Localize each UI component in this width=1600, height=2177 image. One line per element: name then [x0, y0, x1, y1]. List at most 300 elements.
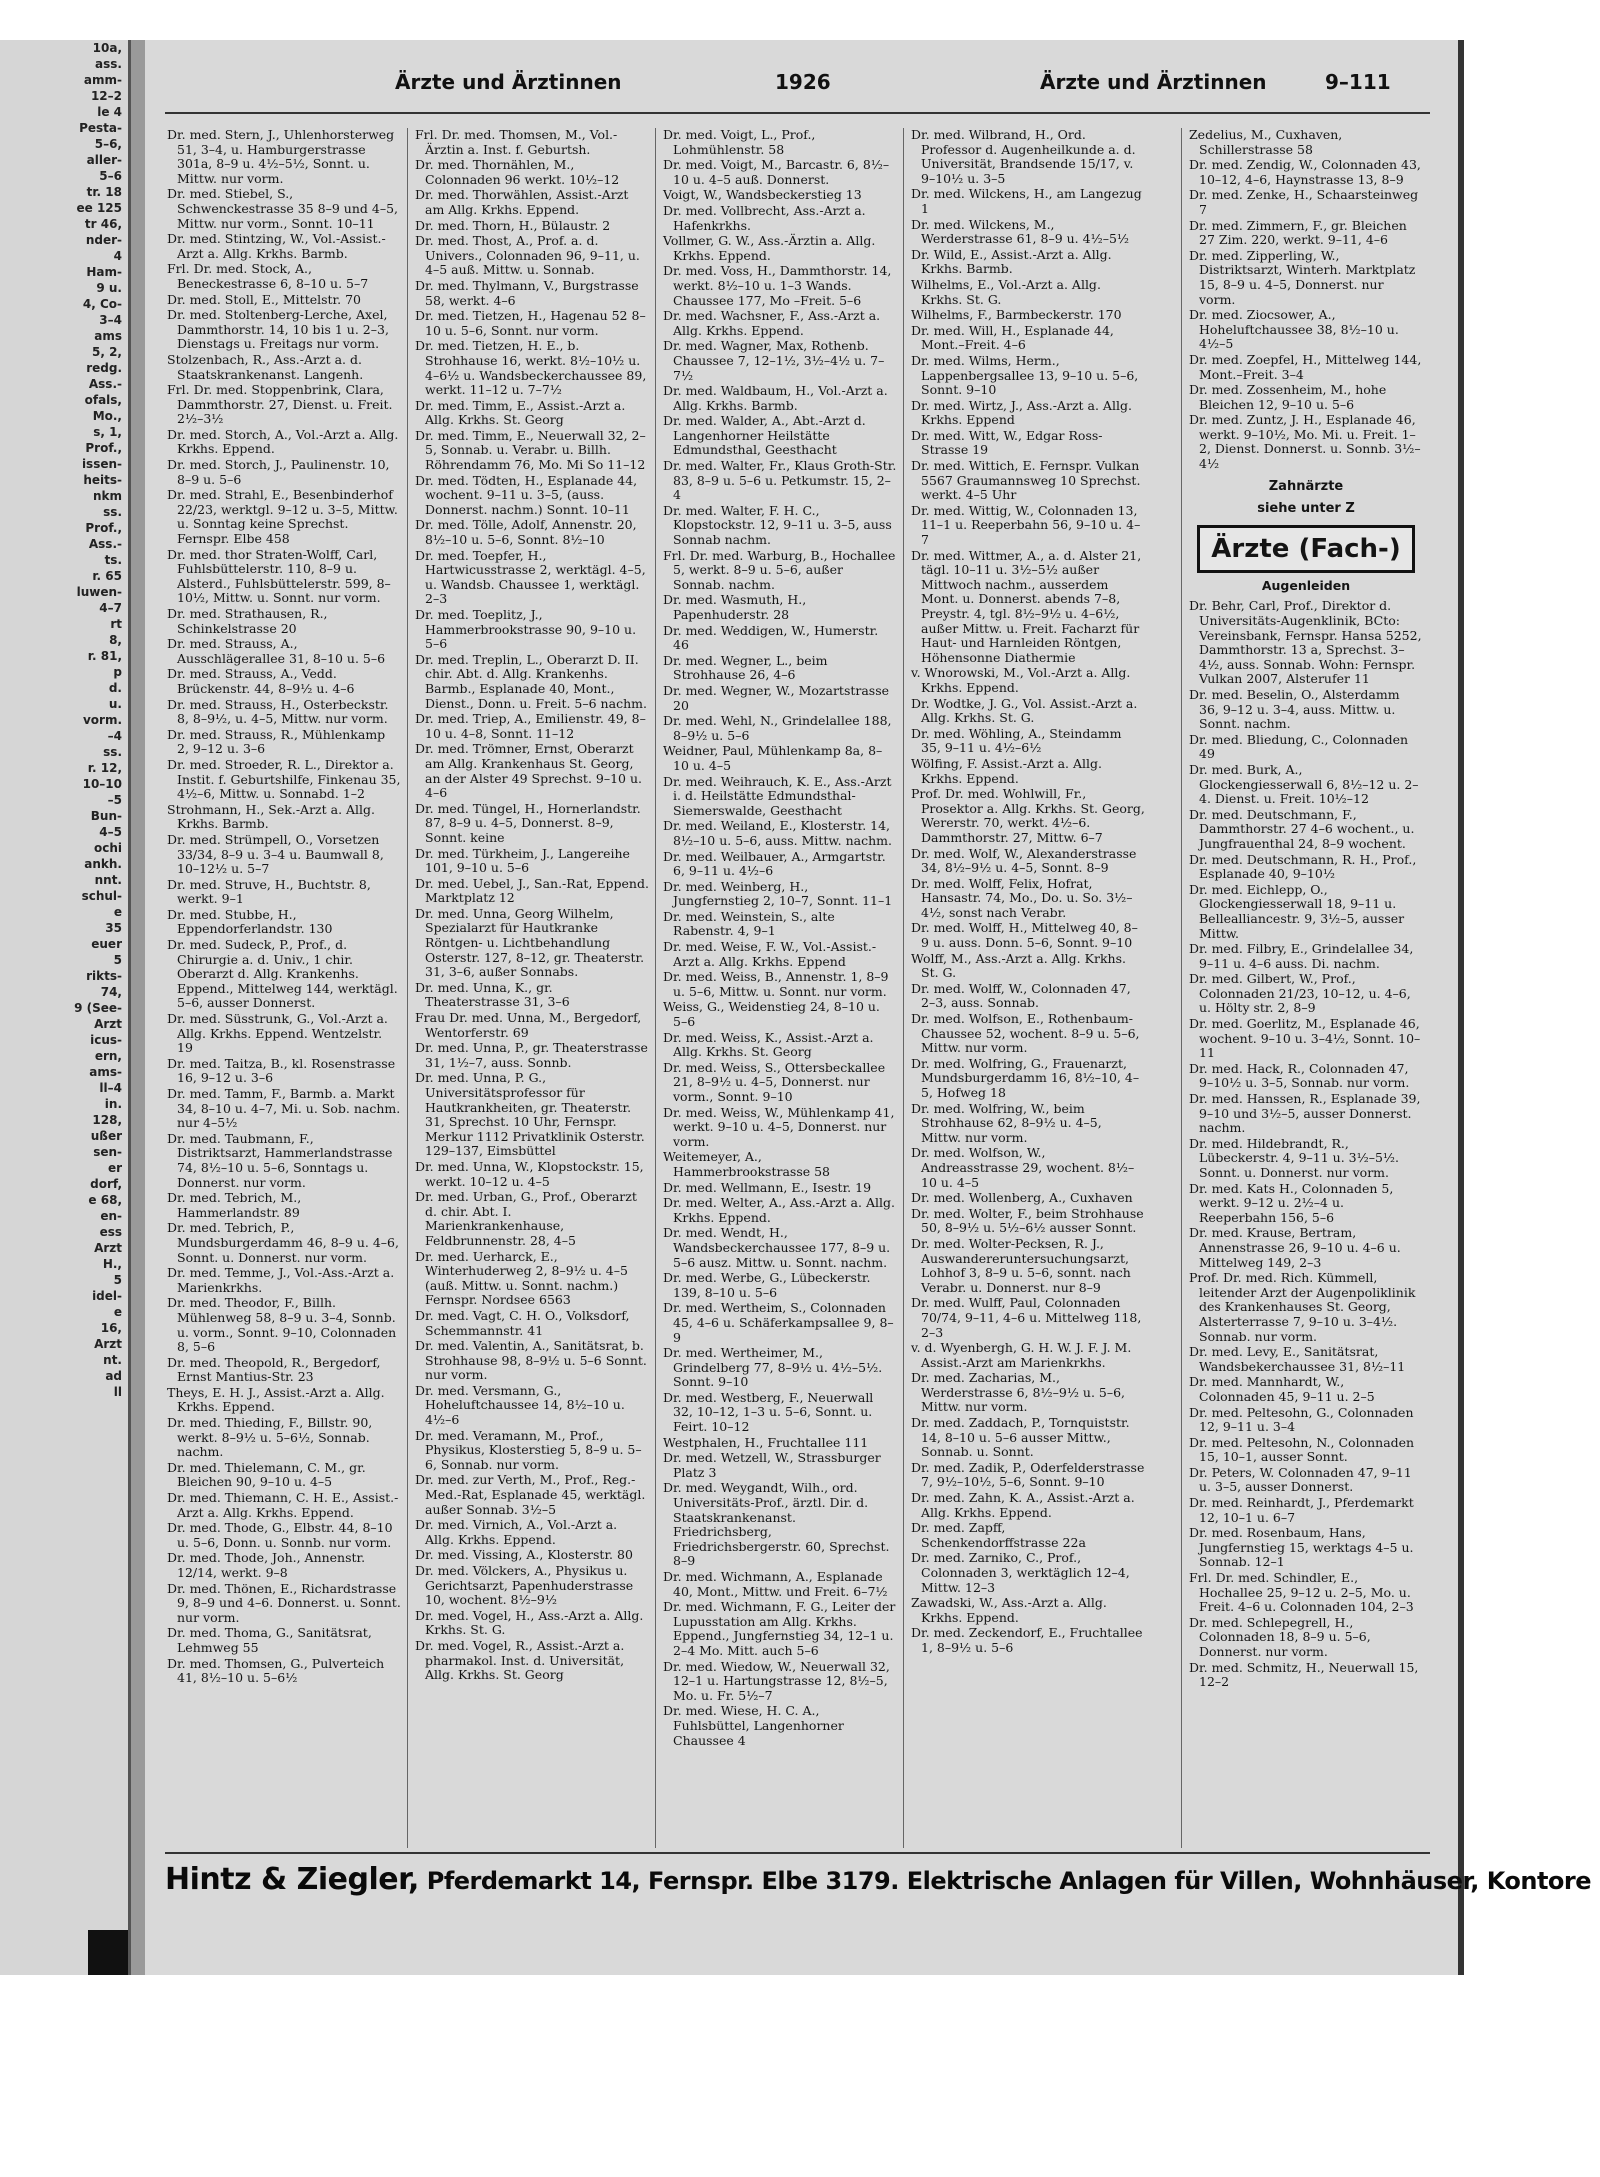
edge-fragment: ee 125 [76, 201, 122, 215]
directory-entry: Dr. med. Hack, R., Colonnaden 47, 9–10½ u. 3–5, Sonnab. nur vorm. [1189, 1060, 1410, 1091]
directory-entry: Dr. med. Tüngel, H., Hornerlandstr. 87, 8–9 u. 4–5, Donnerst. 8–9, Sonnt. keine [415, 800, 641, 845]
column-divider [655, 128, 656, 1848]
edge-fragment: p [113, 665, 122, 679]
edge-fragment: Prof., [85, 521, 122, 535]
directory-entry: Dr. med. Tamm, F., Barmb. a. Markt 34, 8–10 u. 4–7, Mi. u. Sob. nachm. nur 4–5½ [167, 1086, 401, 1131]
directory-entry: Dr. med. Weihrauch, K. E., Ass.-Arzt i. d. Heilstätte Edmundsthal-Siemerswalde, Geesthacht [663, 773, 892, 818]
edge-fragment: ußer [90, 1129, 122, 1143]
directory-entry: Dr. med. Zahn, K. A., Assist.-Arzt a. Allg. Krkhs. Eppend. [911, 1490, 1135, 1520]
edge-fragment: ss. [103, 505, 122, 519]
directory-entry: Dr. med. Wilckens, H., am Langezug 1 [911, 186, 1142, 216]
edge-fragment: amm- [83, 73, 122, 87]
directory-entry: Zawadski, W., Ass.-Arzt a. Allg. Krkhs. Eppend. [911, 1595, 1107, 1625]
advertiser-name: Hintz & Ziegler, [165, 1862, 419, 1897]
directory-entry: Dr. med. Thode, G., Elbstr. 44, 8–10 u. 5–6, Donn. u. Sonnb. nur vorm. [167, 1520, 393, 1550]
edge-fragment: ts. [104, 553, 122, 567]
directory-entry: Dr. med. Theodor, F., Billh. Mühlenweg 58, 8–9 u. 3–4, Sonnb. u. vorm., Sonnt. 9–10, Colonnaden 8, 5–6 [167, 1295, 397, 1355]
directory-entry: Dr. med. Thieding, F., Billstr. 90, werkt. 8–9½ u. 5–6½, Sonnab. nachm. [167, 1415, 373, 1460]
directory-entry: Dr. med. Wilbrand, H., Ord. Professor d. Augenheilkunde a. d. Universität, Brandsende 15/17, v. 9–10½ u. 3–5 [911, 127, 1136, 186]
directory-entry: Frl. Dr. med. Thomsen, M., Vol.-Ärztin a. Inst. f. Geburtsh. [415, 127, 618, 157]
directory-entry: Frl. Dr. med. Stock, A., Beneckestrasse 6, 8–10 u. 5–7 [167, 261, 369, 291]
directory-entry: Dr. med. Filbry, E., Grindelallee 34, 9–11 u. 4–6 auss. Di. nachm. [1189, 941, 1414, 971]
directory-entry: Dr. med. Ziocsower, A., Hoheluftchaussee 38, 8½–10 u. 4½–5 [1189, 307, 1399, 352]
directory-entry: Dr. med. Deutschmann, R. H., Prof., Esplanade 40, 9–10½ [1189, 851, 1417, 882]
directory-entry: Dr. med. Zimmern, F., gr. Bleichen 27 Zim. 220, werkt. 9–11, 4–6 [1189, 217, 1407, 248]
edge-fragment: nt. [103, 1353, 122, 1367]
edge-fragment: Prof., [85, 441, 122, 455]
edge-fragment: er [107, 1161, 122, 1175]
directory-entry: Dr. med. Stroeder, R. L., Direktor a. Instit. f. Geburtshilfe, Finkenau 35, 4½–6, Mittw. u. Sonnabd. 1–2 [167, 756, 401, 802]
directory-entry: Dr. med. Eichlepp, O., Glockengiesserwall 18, 9–11 u. Bellealliancestr. 9, 3½–5, ausser Mittw. [1189, 881, 1405, 941]
directory-entry: Dr. med. Wichmann, F. G., Leiter der Lupusstation am Allg. Krkhs. Eppend., Jungfernstieg 34, 12–1 u. 2–4 Mo. Mitt. auch 5–6 [663, 1599, 896, 1658]
directory-entry: Dr. med. Strauss, A., Vedd. Brückenstr. 44, 8–9½ u. 4–6 [167, 666, 355, 696]
directory-entry: Dr. med. Timm, E., Neuerwall 32, 2–5, Sonnab. u. Verabr. u. Billh. Röhrendamm 76, Mo. Mi So 11–12 [415, 427, 646, 473]
directory-entry: Dr. med. Völckers, A., Physikus u. Gerichtsarzt, Papenhuderstrasse 10, wochent. 8½–9½ [415, 1563, 634, 1608]
edge-fragment: 12–2 [90, 89, 122, 103]
header-left: Ärzte und Ärztinnen [395, 70, 622, 94]
directory-entry: Dr. med. Unna, P., gr. Theaterstrasse 31, 1½–7, auss. Sonnb. [415, 1040, 648, 1070]
directory-entry: Dr. med. Thornählen, M., Colonnaden 96 werkt. 10½–12 [415, 157, 620, 187]
directory-entry: Dr. med. Vollbrecht, Ass.-Arzt a. Hafenkrkhs. [663, 202, 866, 233]
edge-fragment: rt [110, 617, 122, 631]
directory-entry: Dr. med. Türkheim, J., Langereihe 101, 9–10 u. 5–6 [415, 845, 630, 876]
directory-entry: Dr. med. Wertheimer, M., Grindelberg 77, 8–9½ u. 4½–5½. Sonnt. 9–10 [663, 1345, 883, 1390]
directory-entry: Frau Dr. med. Unna, M., Bergedorf, Wentorferstr. 69 [415, 1010, 642, 1040]
edge-fragment: luwen- [76, 585, 122, 599]
advertisement-text: Pferdemarkt 14, Fernspr. Elbe 3179. Elektrische Anlagen für Villen, Wohnhäuser, Kontore [418, 1867, 1592, 1895]
directory-entry: Dr. med. Weiss, B., Annenstr. 1, 8–9 u. 5–6, Mittw. u. Sonnt. nur vorm. [663, 969, 889, 999]
directory-entry: Dr. med. Uerharck, E., Winterhuderweg 2, 8–9½ u. 4–5 (auß. Mittw. u. Sonnt. nachm.) Fernspr. Nordsee 6563 [415, 1248, 628, 1308]
edge-fragment: 10–10 [82, 777, 122, 791]
edge-fragment: 4 [113, 249, 122, 263]
directory-entry: Frl. Dr. med. Warburg, B., Hochallee 5, werkt. 8–9 u. 5–6, außer Sonnab. nachm. [663, 547, 896, 592]
section-heading: Ärzte (Fach-) [1197, 525, 1415, 573]
edge-fragment: Pesta- [79, 121, 122, 135]
directory-entry: Dr. med. Wittmer, A., a. d. Alster 21, tägl. 10–11 u. 3½–5½ außer Mittwoch nachm., ausserdem Mont. u. Donnerst. abends 7–8, Preystr. 4, tgl. 8½–9½ u. 4–6½, außer Mittw. u. Freit. Facharzt für Haut- und Harnleiden Röntgen, Höhensonne Diathermie [911, 547, 1142, 665]
edge-fragment: Arzt [94, 1337, 122, 1351]
directory-entry: Frl. Dr. med. Stoppenbrink, Clara, Dammthorstr. 27, Dienst. u. Freit. 2½–3½ [167, 382, 393, 427]
directory-entry: Dr. med. Toepfer, H., Hartwicusstrasse 2, werktägl. 4–5, u. Wandsb. Chaussee 1, werktägl. 2–3 [415, 547, 646, 607]
edge-fragment: 5–6, [94, 137, 122, 151]
directory-entry: Dr. med. Tebrich, M., Hammerlandstr. 89 [167, 1190, 302, 1220]
directory-entry: Dr. med. Thielemann, C. M., gr. Bleichen 90, 9–10 u. 4–5 [167, 1459, 366, 1490]
directory-entry: Dr. med. Strümpell, O., Vorsetzen 33/34, 8–9 u. 3–4 u. Baumwall 8, 10–12½ u. 5–7 [167, 831, 384, 877]
directory-entry: Dr. med. Weilbauer, A., Armgartstr. 6, 9–11 u. 4½–6 [663, 848, 886, 879]
directory-entry: Dr. med. Walter, Fr., Klaus Groth-Str. 83, 8–9 u. 5–6 u. Petkumstr. 15, 2–4 [663, 458, 897, 503]
directory-entry: Dr. med. Thoma, G., Sanitätsrat, Lehmweg 55 [167, 1625, 372, 1655]
edge-fragment: Ham- [86, 265, 122, 279]
scanned-page [0, 40, 1592, 1975]
edge-fragment: dorf, [90, 1177, 122, 1191]
directory-entry: Dr. med. Zossenheim, M., hohe Bleichen 12, 9–10 u. 5–6 [1189, 382, 1387, 412]
page-number: 9–111 [1325, 70, 1391, 94]
directory-entry: Westphalen, H., Fruchtallee 111 [663, 1434, 869, 1450]
directory-entry: Dr. med. Waldbaum, H., Vol.-Arzt a. Allg. Krkhs. Barmb. [663, 383, 888, 413]
directory-entry: Dr. med. Taubmann, F., Distriktsarzt, Hammerlandstrasse 74, 8½–10 u. 5–6, Sonntags u. Donnerst. nur vorm. [167, 1130, 393, 1190]
directory-entry: Dr. med. Vagt, C. H. O., Volksdorf, Schemmannstr. 41 [415, 1307, 630, 1338]
directory-entry: Dr. med. Tietzen, H., Hagenau 52 8–10 u. 5–6, Sonnt. nur vorm. [415, 308, 646, 338]
directory-entry: Dr. med. Rosenbaum, Hans, Jungfernstieg 15, werktags 4–5 u. Sonnab. 12–1 [1189, 1525, 1414, 1570]
subsection-heading: Augenleiden [1261, 577, 1351, 593]
directory-entry: Frl. Dr. med. Schindler, E., Hochallee 25, 9–12 u. 2–5, Mo. u. Freit. 4–6 u. Colonnaden 104, 2–3 [1189, 1570, 1414, 1615]
directory-entry: Dr. med. Vogel, R., Assist.-Arzt a. pharmakol. Inst. d. Universität, Allg. Krkhs. St. Georg [415, 1637, 625, 1683]
directory-entry: Dr. med. Wolfson, W., Andreasstrasse 29, wochent. 8½–10 u. 4–5 [911, 1145, 1135, 1190]
directory-entry: Dr. med. Peltesohn, G., Colonnaden 12, 9–11 u. 3–4 [1189, 1404, 1414, 1435]
edge-fragment: 16, [100, 1321, 122, 1335]
directory-entry: Dr. med. Weygandt, Wilh., ord. Universitäts-Prof., ärztl. Dir. d. Staatskrankenanst. Friedrichsberg, Friedrichsbergerstr. 60, Sprechst. 8–9 [663, 1480, 890, 1569]
edge-fragment: redg. [86, 361, 122, 375]
edge-fragment: euer [91, 937, 122, 951]
edge-fragment: nnt. [94, 873, 122, 887]
directory-entry: Dr. med. Zoepfel, H., Mittelweg 144, Mont.–Freit. 3–4 [1189, 351, 1422, 382]
directory-entry: Dr. med. Wellmann, E., Isestr. 19 [663, 1179, 872, 1195]
column-divider [407, 128, 408, 1848]
edge-fragment: –4 [107, 729, 122, 743]
edge-fragment: ams- [89, 1065, 122, 1079]
directory-entry: Dr. med. Stoltenberg-Lerche, Axel, Dammthorstr. 14, 10 bis 1 u. 2–3, Dienstags u. Freitags nur vorm. [167, 307, 389, 352]
column-5 [1189, 128, 1423, 1848]
directory-entry: Dr. med. Wolff, W., Colonnaden 47, 2–3, auss. Sonnab. [911, 980, 1131, 1011]
header-rule [165, 112, 1430, 114]
edge-fragment: 5, 2, [92, 345, 122, 359]
directory-entry: Dr. med. Weinstein, S., alte Rabenstr. 4, 9–1 [663, 908, 835, 939]
edge-fragment: 3–4 [99, 313, 122, 327]
directory-entry: Dr. med. Storch, J., Paulinenstr. 10, 8–9 u. 5–6 [167, 457, 390, 487]
directory-entry: Weitemeyer, A., Hammerbrookstrasse 58 [663, 1149, 831, 1179]
directory-entry: Wölfing, F. Assist.-Arzt a. Allg. Krkhs. Eppend. [911, 755, 1103, 786]
directory-entry: Prof. Dr. med. Wohlwill, Fr., Prosektor a. Allg. Krkhs. St. Georg, Wererstr. 70, werkt. 4½–6. Dammthorstr. 27, Mittw. 6–7 [911, 786, 1145, 845]
directory-entry: Dr. med. Weinberg, H., Jungfernstieg 2, 10–7, Sonnt. 11–1 [663, 878, 893, 909]
directory-entry: Dr. med. Westberg, F., Neuerwall 32, 10–12, 1–3 u. 5–6, Sonnt. u. Feirt. 10–12 [663, 1389, 874, 1435]
directory-entry: Dr. med. Wichmann, A., Esplanade 40, Mont., Mittw. und Freit. 6–7½ [663, 1569, 888, 1599]
edge-fragment: H., [102, 1257, 122, 1271]
directory-entry: Dr. med. Stintzing, W., Vol.-Assist.-Arzt a. Allg. Krkhs. Barmb. [167, 231, 386, 261]
directory-entry: Wilhelms, E., Vol.-Arzt a. Allg. Krkhs. St. G. [911, 276, 1101, 307]
directory-entry: Dr. Wild, E., Assist.-Arzt a. Allg. Krkhs. Barmb. [911, 246, 1112, 277]
column-3 [663, 128, 897, 1848]
directory-entry: Dr. med. Burk, A., Glockengiesserwall 6, 8½–12 u. 2–4. Dienst. u. Freit. 10½–12 [1189, 761, 1419, 807]
edge-fragment: ankh. [84, 857, 122, 871]
directory-entry: Dr. med. Zuntz, J. H., Esplanade 46, werkt. 9–10½, Mo. Mi. u. Freit. 1–2, Dienst. Donnerst. u. Sonnb. 3½–4½ [1189, 412, 1421, 472]
edge-fragment: tr. 18 [86, 185, 122, 199]
directory-entry: Dr. med. Wollenberg, A., Cuxhaven [911, 1190, 1133, 1206]
directory-entry: Dr. med. Tölle, Adolf, Annenstr. 20, 8½–10 u. 5–6, Sonnt. 8½–10 [415, 517, 637, 548]
edge-fragment: le 4 [97, 105, 122, 119]
directory-entry: Dr. med. Thomsen, G., Pulverteich 41, 8½–10 u. 5–6½ [167, 1655, 385, 1686]
edge-fragment: ass. [95, 57, 122, 71]
directory-entry: Dr. med. Thiemann, C. H. E., Assist.-Arzt a. Allg. Krkhs. Eppend. [167, 1490, 399, 1520]
directory-entry: Dr. med. Witt, W., Edgar Ross-Strasse 19 [911, 427, 1103, 458]
edge-fragment: 8, [109, 633, 122, 647]
directory-entry: Dr. med. Wöhling, A., Steindamm 35, 9–11 u. 4½–6½ [911, 725, 1122, 756]
edge-fragment: ll [113, 1385, 122, 1399]
edge-fragment: nder- [85, 233, 122, 247]
directory-entry: Dr. med. Will, H., Esplanade 44, Mont.–Freit. 4–6 [911, 322, 1114, 353]
edge-fragment: ess [99, 1225, 122, 1239]
column-2 [415, 128, 649, 1848]
directory-entry: Dr. med. Zapff, Schenkendorffstrasse 22a [911, 1520, 1086, 1550]
directory-entry: Dr. med. Tebrich, P., Mundsburgerdamm 46, 8–9 u. 4–6, Sonnt. u. Donnerst. nur vorm. [167, 1220, 399, 1265]
directory-entry: Dr. med. Wasmuth, H., Papenhuderstr. 28 [663, 592, 807, 622]
directory-entry: Dr. med. Thost, A., Prof. a. d. Univers., Colonnaden 96, 9–11, u. 4–5 auß. Mittw. u. Sonnab. [415, 233, 640, 278]
directory-entry: Theys, E. H. J., Assist.-Arzt a. Allg. Krkhs. Eppend. [167, 1384, 385, 1415]
directory-entry: Dr. med. Theopold, R., Bergedorf, Ernst Mantius-Str. 23 [167, 1354, 381, 1385]
edge-fragment: e [113, 905, 122, 919]
directory-entry: Dr. med. Thylmann, V., Burgstrasse 58, werkt. 4–6 [415, 277, 639, 308]
directory-entry: Dr. med. Wittig, W., Colonnaden 13, 11–1 u. Reeperbahn 56, 9–10 u. 4–7 [911, 502, 1141, 548]
directory-entry: Dr. med. Thorwählen, Assist.-Arzt am Allg. Krkhs. Eppend. [415, 187, 629, 217]
directory-entry: Dr. med. Goerlitz, M., Esplanade 46, wochent. 9–10 u. 3–4½, Sonnt. 10–11 [1189, 1016, 1421, 1061]
directory-entry: Dr. med. Sudeck, P., Prof., d. Chirurgie a. d. Univ., 1 chir. Oberarzt d. Allg. Krankenhs. Eppend., Mittelweg 144, werktägl. 5–6, ausser Donnerst. [167, 937, 398, 1011]
directory-entry: Dr. Wodtke, J. G., Vol. Assist.-Arzt a. Allg. Krkhs. St. G. [911, 695, 1138, 726]
directory-entry: Dr. med. Wirtz, J., Ass.-Arzt a. Allg. Krkhs. Eppend [911, 397, 1132, 428]
edge-fragment: ams [94, 329, 122, 343]
directory-entry: Dr. med. Thode, Joh., Annenstr. 12/14, werkt. 9–8 [167, 1550, 366, 1580]
edge-fragment: Bun- [90, 809, 122, 823]
column-4 [911, 128, 1145, 1848]
directory-entry: Strohmann, H., Sek.-Arzt a. Allg. Krkhs. Barmb. [167, 801, 376, 832]
directory-entry: Wolff, M., Ass.-Arzt a. Allg. Krkhs. St. G. [911, 950, 1126, 981]
section-note: Zahnärzte [1268, 478, 1344, 494]
directory-entry: Dr. med. Wolff, H., Mittelweg 40, 8–9 u. auss. Donn. 5–6, Sonnt. 9–10 [911, 920, 1138, 951]
edge-fragment: u. [108, 697, 122, 711]
directory-entry: Dr. med. Treplin, L., Oberarzt D. II. chir. Abt. d. Allg. Krankenhs. Barmb., Esplanade 40, Mont., Dienst., Donn. u. Freit. 5–6 nachm. [415, 651, 647, 711]
directory-entry: Dr. med. Wilms, Herm., Lappenbergsallee 13, 9–10 u. 5–6, Sonnt. 9–10 [911, 352, 1139, 398]
directory-entry: Dr. med. Weddigen, W., Humerstr. 46 [663, 622, 879, 653]
column-1 [167, 128, 401, 1848]
directory-entry: v. d. Wyenbergh, G. H. W. J. F. J. M. Assist.-Arzt am Marienkrkhs. [911, 1340, 1132, 1370]
directory-entry: Dr. med. Wulff, Paul, Colonnaden 70/74, 9–11, 4–6 u. Mittelweg 118, 2–3 [911, 1295, 1142, 1340]
edge-fragment: idel- [92, 1289, 122, 1303]
directory-entry: Weiss, G., Weidenstieg 24, 8–10 u. 5–6 [663, 999, 880, 1030]
directory-entry: Dr. med. Zaddach, P., Tornquiststr. 14, 8–10 u. 5–6 ausser Mittw., Sonnab. u. Sonnt. [911, 1415, 1130, 1460]
edge-fragment: Arzt [94, 1017, 122, 1031]
directory-entry: Dr. med. Wegner, W., Mozartstrasse 20 [663, 682, 890, 713]
edge-fragment: r. 65 [92, 569, 122, 583]
edge-fragment: 9 (See- [74, 1001, 122, 1015]
directory-entry: Dr. med. Unna, W., Klopstockstr. 15, werkt. 10–12 u. 4–5 [415, 1158, 644, 1189]
directory-entry: Dr. med. Unna, P. G., Universitätsprofessor für Hautkrankheiten, gr. Theaterstr. 31, Sprechst. 10 Uhr, Fernspr. Merkur 1112 Privatklinik Osterstr. 129–137, Eimsbüttel [415, 1070, 645, 1159]
directory-entry: Dr. med. Weise, F. W., Vol.-Assist.-Arzt a. Allg. Krkhs. Eppend [663, 939, 877, 969]
directory-entry: Dr. med. Wiese, H. C. A., Fuhlsbüttel, Langenhorner Chaussee 4 [663, 1703, 844, 1748]
directory-entry: Dr. med. Süsstrunk, G., Vol.-Arzt a. Allg. Krkhs. Eppend. Wentzelstr. 19 [167, 1011, 388, 1056]
edge-fragment: r. 12, [87, 761, 122, 775]
directory-entry: Dr. med. Urban, G., Prof., Oberarzt d. chir. Abt. I. Marienkrankenhause, Feldbrunnenstr. 28, 4–5 [415, 1189, 637, 1248]
directory-entry: Dr. med. Wolff, Felix, Hofrat, Hansastr. 74, Mo., Do. u. So. 3½–4½, sonst nach Verabr. [911, 875, 1133, 920]
section-note: siehe unter Z [1257, 501, 1355, 517]
directory-entry: v. Wnorowski, M., Vol.-Arzt a. Allg. Krkhs. Eppend. [911, 665, 1131, 695]
header-right: Ärzte und Ärztinnen [1040, 70, 1267, 94]
directory-entry: Dr. med. Schmitz, H., Neuerwall 15, 12–2 [1189, 1659, 1419, 1690]
directory-entry: Dr. med. Versmann, G., Hoheluftchaussee 14, 8½–10 u. 4½–6 [415, 1382, 625, 1428]
edge-fragment: 10a, [92, 41, 122, 55]
directory-entry: Dr. med. Struve, H., Buchtstr. 8, werkt. 9–1 [167, 876, 371, 907]
edge-fragment: in. [104, 1097, 122, 1111]
edge-fragment: tr 46, [84, 217, 122, 231]
directory-entry: Voigt, W., Wandsbeckerstieg 13 [663, 187, 862, 203]
edge-fragment: nkm [92, 489, 122, 503]
edge-fragment: aller- [86, 153, 122, 167]
directory-entry: Dr. med. Wolter, F., beim Strohhause 50, 8–9½ u. 5½–6½ ausser Sonnt. [911, 1205, 1144, 1236]
directory-entry: Dr. med. thor Straten-Wolff, Carl, Fuhlsbüttelerstr. 110, 8–9 u. Alsterd., Fuhlsbüttelerstr. 599, 8–10½, Mittw. u. Sonnt. nur vorm. [167, 546, 391, 606]
directory-entry: Dr. med. Walder, A., Abt.-Arzt d. Langenhorner Heilstätte Edmundsthal, Geesthacht [663, 413, 866, 458]
edge-fragment: e 68, [88, 1193, 122, 1207]
directory-entry: Dr. med. Stern, J., Uhlenhorsterweg 51, 3–4, u. Hamburgerstrasse 301a, 8–9 u. 4½–5½, Sonnt. u. Mittw. nur vorm. [167, 127, 395, 186]
edge-fragment: ern, [94, 1049, 122, 1063]
directory-entry: Dr. med. Zenke, H., Schaarsteinweg 7 [1189, 187, 1419, 217]
directory-entry: Weidner, Paul, Mühlenkamp 8a, 8–10 u. 4–5 [663, 743, 883, 773]
edge-fragment: 5 [113, 1273, 122, 1287]
directory-entry: Dr. med. Wolfson, E., Rothenbaum-Chaussee 52, wochent. 8–9 u. 5–6, Mittw. nur vorm. [911, 1011, 1140, 1056]
directory-entry: Dr. med. Timm, E., Assist.-Arzt a. Allg. Krkhs. St. Georg [415, 397, 626, 428]
directory-entry: Dr. med. Unna, K., gr. Theaterstrasse 31, 3–6 [415, 979, 570, 1010]
directory-entry: Dr. Behr, Carl, Prof., Direktor d. Universitäts-Augenklinik, BCto: Vereinsbank, Fernspr. Hansa 5252, Dammthorstr. 13 a, Sprechst. 3–4½, auss. Sonnab. Wohn: Fernspr. Vulkan 2007, Alsterufer 11 [1189, 598, 1422, 687]
directory-entry: Dr. med. Peltesohn, N., Colonnaden 15, 10–1, ausser Sonnt. [1189, 1434, 1415, 1465]
directory-entry: Dr. med. Tödten, H., Esplanade 44, wochent. 9–11 u. 3–5, (auss. Donnerst. nachm.) Sonnt. 10–11 [415, 472, 638, 517]
header-year: 1926 [775, 70, 831, 94]
directory-entry: Dr. med. Kats H., Colonnaden 5, werkt. 9–12 u. 2½–4 u. Reeperbahn 156, 5–6 [1189, 1180, 1394, 1225]
edge-fragment: heits- [83, 473, 122, 487]
directory-entry: Dr. med. Zipperling, W., Distriktsarzt, Winterh. Marktplatz 15, 8–9 u. 4–5, Donnerst. nur vorm. [1189, 247, 1416, 307]
directory-entry: Dr. med. Vogel, H., Ass.-Arzt a. Allg. Krkhs. St. G. [415, 1607, 644, 1638]
directory-entry: Dr. med. Stubbe, H., Eppendorferlandstr. 130 [167, 906, 333, 937]
edge-fragment: 4–5 [99, 825, 122, 839]
edge-fragment: 9 u. [96, 281, 122, 295]
directory-entry: Dr. med. Mannhardt, W., Colonnaden 45, 9–11 u. 2–5 [1189, 1374, 1375, 1404]
edge-fragment: e [113, 1305, 122, 1319]
edge-fragment: issen- [81, 457, 122, 471]
binding-gutter [131, 40, 145, 1975]
edge-fragment: 128, [92, 1113, 122, 1127]
directory-entry: Dr. med. Wolf, W., Alexanderstrasse 34, 8½–9½ u. 4–5, Sonnt. 8–9 [911, 845, 1137, 876]
directory-entry: Dr. med. Thorn, H., Bülaustr. 2 [415, 217, 611, 233]
directory-entry: Dr. med. Strathausen, R., Schinkelstrasse 20 [167, 606, 328, 636]
edge-fragment: ll–4 [99, 1081, 122, 1095]
edge-fragment: rikts- [86, 969, 122, 983]
directory-entry: Dr. med. Trömner, Ernst, Oberarzt am Allg. Krankenhaus St. Georg, an der Alster 49 Sprechst. 9–10 u. 4–6 [415, 741, 642, 801]
directory-entry: Dr. med. Wilckens, M., Werderstrasse 61, 8–9 u. 4½–5½ [911, 216, 1130, 247]
directory-entry: Dr. med. Wertheim, S., Colonnaden 45, 4–6 u. Schäferkampsallee 9, 8–9 [663, 1300, 894, 1345]
edge-fragment: sen- [93, 1145, 122, 1159]
directory-entry: Dr. med. Gilbert, W., Prof., Colonnaden 21/23, 10–12, u. 4–6, u. Hölty str. 2, 8–9 [1189, 971, 1411, 1016]
directory-entry: Dr. med. Hanssen, R., Esplanade 39, 9–10 und 3½–5, ausser Donnerst. nachm. [1189, 1091, 1421, 1136]
directory-entry: Dr. med. Wendt, H., Wandsbeckerchaussee 177, 8–9 u. 5–6 ausz. Mittw. u. Sonnt. nachm. [663, 1225, 891, 1270]
directory-entry: Stolzenbach, R., Ass.-Arzt a. d. Staatskrankenanst. Langenh. [167, 351, 364, 382]
edge-fragment: Mo., [92, 409, 122, 423]
directory-entry: Dr. med. Tietzen, H. E., b. Strohhause 16, werkt. 8½–10½ u. 4–6½ u. Wandsbeckerchaussee 89, werkt. 11–12 u. 7–7½ [415, 338, 647, 398]
directory-entry: Dr. med. Wehl, N., Grindelallee 188, 8–9½ u. 5–6 [663, 713, 892, 743]
directory-entry: Dr. med. Wegner, L., beim Strohhause 26, 4–6 [663, 652, 828, 683]
edge-fragment: schul- [81, 889, 122, 903]
edge-fragment: ofals, [84, 393, 122, 407]
directory-entry: Prof. Dr. med. Rich. Kümmell, leitender Arzt der Augenpoliklinik des Krankenhauses St. Georg, Alsterterrasse 7, 9–10 u. 3–4½. Sonnab. nur vorm. [1189, 1270, 1416, 1344]
directory-entry: Dr. med. Uebel, J., San.-Rat, Eppend. Marktplatz 12 [415, 875, 649, 906]
directory-entry: Dr. med. Veramann, M., Prof., Physikus, Klosterstieg 5, 8–9 u. 5–6, Sonnab. nur vorm. [415, 1427, 642, 1472]
edge-fragment: ss. [103, 745, 122, 759]
edge-fragment: 74, [100, 985, 122, 999]
directory-entry: Dr. med. Krause, Bertram, Annenstrasse 26, 9–10 u. 4–6 u. Mittelweg 149, 2–3 [1189, 1225, 1401, 1270]
column-divider [903, 128, 904, 1848]
directory-entry: Dr. med. Zadik, P., Oderfelderstrasse 7, 9½–10½, 5–6, Sonnt. 9–10 [911, 1459, 1145, 1490]
previous-page-edge [0, 40, 131, 1975]
directory-entry: Zedelius, M., Cuxhaven, Schillerstrasse 58 [1189, 127, 1343, 157]
directory-entry: Dr. med. Zeckendorf, E., Fruchtallee 1, 8–9½ u. 5–6 [911, 1625, 1143, 1655]
directory-entry: Dr. med. Unna, Georg Wilhelm, Spezialarzt für Hautkranke Röntgen- u. Lichtbehandlung Osterstr. 127, 8–12, gr. Theaterstr. 31, 3–6, außer Sonnabs. [415, 905, 645, 980]
directory-entry: Vollmer, G. W., Ass.-Ärztin a. Allg. Krkhs. Eppend. [663, 233, 876, 263]
directory-entry: Dr. med. Stiebel, S., Schwenckestrasse 35 8–9 und 4–5, Mittw. nur vorm., Sonnt. 10–11 [167, 186, 399, 231]
directory-entry: Dr. med. Toeplitz, J., Hammerbrookstrasse 90, 9–10 u. 5–6 [415, 607, 637, 652]
directory-entry: Dr. med. Zendig, W., Colonnaden 43, 10–12, 4–6, Haynstrasse 13, 8–9 [1189, 157, 1421, 187]
directory-entry: Dr. med. Strauss, H., Osterbeckstr. 8, 8–9½, u. 4–5, Mittw. nur vorm. [167, 696, 389, 727]
edge-fragment: –5 [107, 793, 122, 807]
directory-entry: Dr. med. Storch, A., Vol.-Arzt a. Allg. Krkhs. Eppend. [167, 426, 399, 457]
directory-entry: Dr. med. Walter, F. H. C., Klopstockstr. 12, 9–11 u. 3–5, auss Sonnab nachm. [663, 502, 892, 548]
directory-entry: Dr. med. Weiss, K., Assist.-Arzt a. Allg. Krkhs. St. Georg [663, 1029, 874, 1060]
directory-entry: Dr. med. Virnich, A., Vol.-Arzt a. Allg. Krkhs. Eppend. [415, 1517, 618, 1547]
edge-fragment: ad [105, 1369, 122, 1383]
directory-entry: Dr. Peters, W. Colonnaden 47, 9–11 u. 3–5, ausser Donnerst. [1189, 1464, 1412, 1495]
binding-tab [88, 1930, 128, 1975]
edge-fragment: d. [108, 681, 122, 695]
directory-entry: Dr. med. Temme, J., Vol.-Ass.-Arzt a. Marienkrkhs. [167, 1265, 395, 1295]
directory-entry: Dr. med. Voss, H., Dammthorstr. 14, werkt. 8½–10 u. 1–3 Wands. Chaussee 177, Mo –Freit. 5–6 [663, 263, 892, 308]
directory-entry: Dr. med. Deutschmann, F., Dammthorstr. 27 4–6 wochent., u. Jungfrauenthal 24, 8–9 wochent. [1189, 806, 1415, 851]
directory-entry: Dr. med. Voigt, M., Barcastr. 6, 8½–10 u. 4–5 auß. Donnerst. [663, 157, 890, 187]
advertisement-banner [165, 1862, 1592, 1902]
edge-fragment: 5–6 [99, 169, 122, 183]
directory-entry: Dr. med. Wolter-Pecksen, R. J., Auswandereruntersuchungsarzt, Lohhof 3, 8–9 u. 5–6, sonnt. nach Verabr. u. Donnerst. nur 8–9 [911, 1235, 1131, 1295]
directory-entry: Dr. med. Weiss, S., Ottersbeckallee 21, 8–9½ u. 4–5, Donnerst. nur vorm., Sonnt. 9–10 [663, 1059, 886, 1104]
edge-fragment: 4–7 [99, 601, 122, 615]
directory-entry: Dr. med. Strauss, R., Mühlenkamp 2, 9–12 u. 3–6 [167, 726, 386, 757]
edge-fragment: r. 81, [87, 649, 122, 663]
directory-entry: Dr. med. Weiss, W., Mühlenkamp 41, werkt. 9–10 u. 4–5, Donnerst. nur vorm. [663, 1104, 895, 1149]
directory-entry: Dr. med. Hildebrandt, R., Lübeckerstr. 4, 9–11 u. 3½–5½. Sonnt. u. Donnerst. nur vorm. [1189, 1135, 1400, 1180]
directory-entry: Wilhelms, F., Barmbeckerstr. 170 [911, 307, 1122, 323]
edge-fragment: 4, Co- [82, 297, 122, 311]
directory-entry: Dr. med. Welter, A., Ass.-Arzt a. Allg. Krkhs. Eppend. [663, 1195, 895, 1225]
column-divider [1181, 128, 1182, 1848]
directory-entry: Dr. med. Thönen, E., Richardstrasse 9, 8–9 und 4–6. Donnerst. u. Sonnt. nur vorm. [167, 1580, 401, 1625]
directory-entry: Dr. med. Zacharias, M., Werderstrasse 6, 8½–9½ u. 5–6, Mittw. nur vorm. [911, 1370, 1126, 1415]
directory-entry: Dr. med. Wittich, E. Fernspr. Vulkan 5567 Graumannsweg 10 Sprechst. werkt. 4–5 Uhr [911, 458, 1141, 503]
edge-fragment: Ass.- [88, 377, 122, 391]
directory-entry: Dr. med. Wachsner, F., Ass.-Arzt a. Allg. Krkhs. Eppend. [663, 308, 881, 338]
directory-entry: Dr. med. Wolfring, G., Frauenarzt, Mundsburgerdamm 16, 8½–10, 4–5, Hofweg 18 [911, 1055, 1140, 1100]
directory-entry: Dr. med. Schlepegrell, H., Colonnaden 18, 8–9 u. 5–6, Donnerst. nur vorm. [1189, 1614, 1371, 1659]
edge-fragment: 35 [105, 921, 122, 935]
directory-entry: Dr. med. Beselin, O., Alsterdamm 36, 9–12 u. 3–4, auss. Mittw. u. Sonnt. nachm. [1189, 687, 1400, 732]
directory-entry: Dr. med. Zarniko, C., Prof., Colonnaden 3, werktäglich 12–4, Mittw. 12–3 [911, 1550, 1130, 1595]
directory-entry: Dr. med. Weiland, E., Klosterstr. 14, 8½–10 u. 5–6, auss. Mittw. nachm. [663, 818, 892, 848]
directory-entry: Dr. med. Triep, A., Emilienstr. 49, 8–10 u. 4–8, Sonnt. 11–12 [415, 711, 646, 741]
edge-fragment: Ass.- [88, 537, 122, 551]
directory-entry: Dr. med. Wiedow, W., Neuerwall 32, 12–1 u. Hartungstrasse 12, 8½–5, Mo. u. Fr. 5½–7 [663, 1658, 890, 1703]
directory-entry: Dr. med. zur Verth, M., Prof., Reg.-Med.-Rat, Esplanade 45, werktägl. außer Sonnab. 3½–5 [415, 1472, 646, 1517]
directory-entry: Dr. med. Valentin, A., Sanitätsrat, b. Strohhause 98, 8–9½ u. 5–6 Sonnt. nur vorm. [415, 1338, 647, 1383]
directory-entry: Dr. med. Taitza, B., kl. Rosenstrasse 16, 9–12 u. 3–6 [167, 1055, 396, 1086]
edge-fragment: s, 1, [93, 425, 122, 439]
edge-fragment: icus- [90, 1033, 122, 1047]
directory-entry: Dr. med. Werbe, G., Lübeckerstr. 139, 8–10 u. 5–6 [663, 1270, 871, 1300]
directory-entry: Dr. med. Strahl, E., Besenbinderhof 22/23, werktgl. 9–12 u. 3–5, Mittw. u. Sonntag keine Sprechst. Fernspr. Elbe 458 [167, 487, 398, 547]
directory-entry: Dr. med. Reinhardt, J., Pferdemarkt 12, 10–1 u. 6–7 [1189, 1495, 1414, 1525]
directory-entry: Dr. med. Vissing, A., Klosterstr. 80 [415, 1547, 633, 1563]
directory-entry: Dr. med. Voigt, L., Prof., Lohmühlenstr. 58 [663, 127, 816, 157]
page-header [145, 70, 1458, 104]
directory-entry: Dr. med. Levy, E., Sanitätsrat, Wandsbekerchaussee 31, 8½–11 [1189, 1344, 1406, 1374]
directory-entry: Dr. med. Wolfring, W., beim Strohhause 62, 8–9½ u. 4–5, Mittw. nur vorm. [911, 1100, 1102, 1145]
